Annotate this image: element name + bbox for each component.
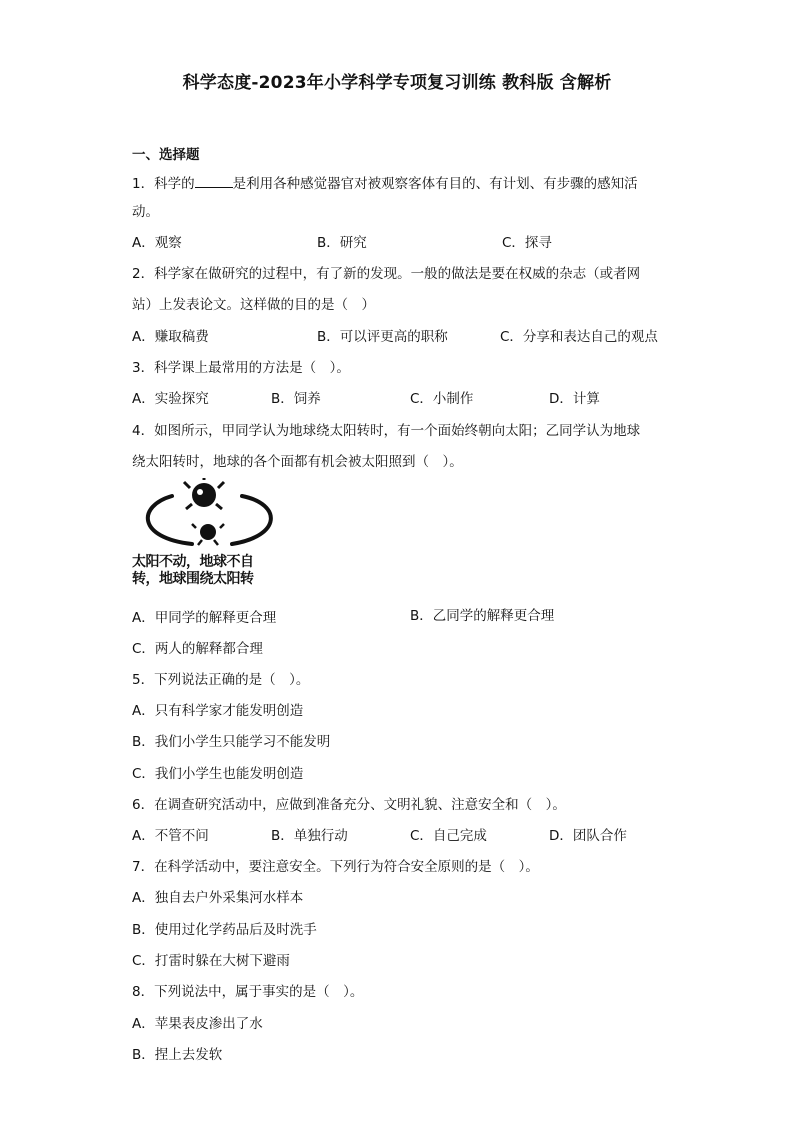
q1-option-b: B．研究 (317, 235, 367, 251)
q4-option-b: B．乙同学的解释更合理 (410, 608, 555, 624)
question-1 (132, 173, 638, 193)
q3-option-a: A．实验探究 (132, 391, 209, 407)
sun-earth-diagram (132, 478, 302, 558)
q6-option-a: A．不管不问 (132, 828, 209, 844)
q7-option-b: B．使用过化学药品后及时洗手 (132, 922, 317, 938)
q5-option-c: C．我们小学生也能发明创造 (132, 766, 304, 782)
earth-icon (192, 524, 224, 545)
question-3: 3．科学课上最常用的方法是（ ）。 (132, 360, 350, 376)
q6-option-c: C．自己完成 (410, 828, 487, 844)
q6-option-b: B．单独行动 (271, 828, 348, 844)
question-2-line-2: 站）上发表论文。这样做的目的是（ ） (132, 297, 375, 313)
orbit-arc-left (148, 496, 192, 544)
q5-option-b: B．我们小学生只能学习不能发明 (132, 734, 331, 750)
question-6: 6．在调查研究活动中，应做到准备充分、文明礼貌、注意安全和（ ）。 (132, 797, 566, 813)
orbit-arc-right (232, 496, 271, 544)
figure-caption-line-1: 太阳不动，地球不自 (132, 554, 254, 570)
q1-option-c: C．探寻 (502, 235, 552, 251)
question-2-line-1: 2．科学家在做研究的过程中，有了新的发现。一般的做法是要在权威的杂志（或者网 (132, 266, 641, 282)
question-7: 7．在科学活动中，要注意安全。下列行为符合安全原则的是（ ）。 (132, 859, 539, 875)
q4-option-a: A．甲同学的解释更合理 (132, 610, 277, 626)
q7-option-a: A．独自去户外采集河水样本 (132, 890, 304, 906)
question-5: 5．下列说法正确的是（ ）。 (132, 672, 310, 688)
q4-option-c: C．两人的解释都合理 (132, 641, 263, 657)
q5-option-a: A．只有科学家才能发明创造 (132, 703, 304, 719)
q2-option-c: C．分享和表达自己的观点 (500, 329, 658, 345)
q8-option-a: A．苹果表皮渗出了水 (132, 1016, 263, 1032)
q2-option-b: B．可以评更高的职称 (317, 329, 448, 345)
section-heading: 一、选择题 (132, 147, 200, 163)
sun-icon (184, 478, 224, 509)
answer-blank (195, 173, 233, 188)
figure-caption (132, 554, 254, 588)
question-1-cont: 动。 (132, 204, 159, 220)
question-1-pre: 1．科学的 (132, 176, 195, 192)
question-8: 8．下列说法中，属于事实的是（ ）。 (132, 984, 364, 1000)
q3-option-b: B．饲养 (271, 391, 321, 407)
question-1-post: 是利用各种感觉器官对被观察客体有目的、有计划、有步骤的感知活 (232, 176, 638, 192)
q2-option-a: A．赚取稿费 (132, 329, 209, 345)
q3-option-c: C．小制作 (410, 391, 474, 407)
question-4-figure (132, 478, 302, 590)
q3-option-d: D．计算 (549, 391, 600, 407)
question-4-line-2: 绕太阳转时，地球的各个面都有机会被太阳照到（ ）。 (132, 454, 463, 470)
page-title: 科学态度-2023年小学科学专项复习训练 教科版 含解析 (182, 73, 612, 93)
q1-option-a: A．观察 (132, 235, 182, 251)
q6-option-d: D．团队合作 (549, 828, 627, 844)
question-4-line-1: 4．如图所示，甲同学认为地球绕太阳转时，有一个面始终朝向太阳；乙同学认为地球 (132, 423, 641, 439)
figure-caption-line-2: 转，地球围绕太阳转 (132, 571, 254, 587)
q8-option-b: B．捏上去发软 (132, 1047, 223, 1063)
q7-option-c: C．打雷时躲在大树下避雨 (132, 953, 290, 969)
